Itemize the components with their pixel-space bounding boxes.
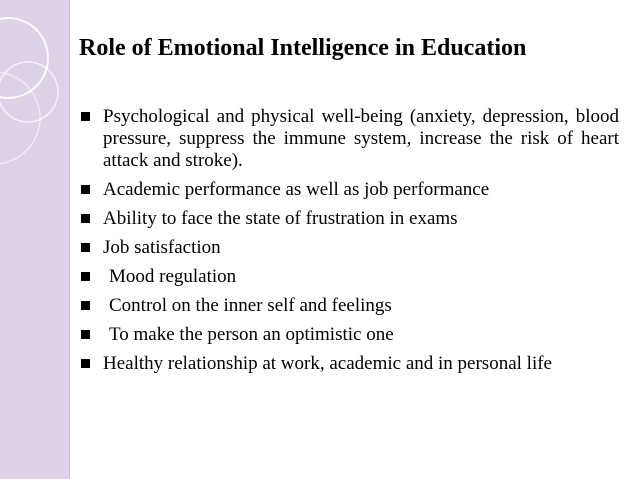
- bullet-item: [79, 208, 619, 230]
- bullet-item: [79, 295, 619, 317]
- bullet-text: To make the person an optimistic one: [109, 324, 394, 345]
- bullet-text: Academic performance as well as job performance: [103, 179, 490, 200]
- square-bullet-icon: [81, 301, 90, 310]
- bullet-item: [79, 237, 619, 259]
- square-bullet-icon: [81, 359, 90, 368]
- decorative-sidebar: [0, 0, 70, 479]
- bullet-item: [79, 324, 619, 346]
- square-bullet-icon: [81, 112, 90, 121]
- bullet-text: Psychological and physical well-being (anxiety, depression, blood pressure, suppress the immune system, increase the risk of heart attack and stroke).: [103, 106, 619, 171]
- decorative-circles: [0, 0, 69, 479]
- square-bullet-icon: [81, 243, 90, 252]
- bullet-list: [79, 106, 619, 382]
- square-bullet-icon: [81, 214, 90, 223]
- square-bullet-icon: [81, 185, 90, 194]
- bullet-text: Healthy relationship at work, academic and in personal life: [103, 353, 552, 374]
- bullet-item: [79, 266, 619, 288]
- bullet-text: Control on the inner self and feelings: [109, 295, 392, 316]
- square-bullet-icon: [81, 272, 90, 281]
- bullet-text: Ability to face the state of frustration in exams: [103, 208, 458, 229]
- bullet-text: Job satisfaction: [103, 237, 221, 258]
- square-bullet-icon: [81, 330, 90, 339]
- slide-title: Role of Emotional Intelligence in Education: [79, 35, 527, 61]
- bullet-item: [79, 106, 619, 172]
- bullet-item: [79, 179, 619, 201]
- bullet-text: Mood regulation: [109, 266, 237, 287]
- bullet-item: [79, 353, 619, 375]
